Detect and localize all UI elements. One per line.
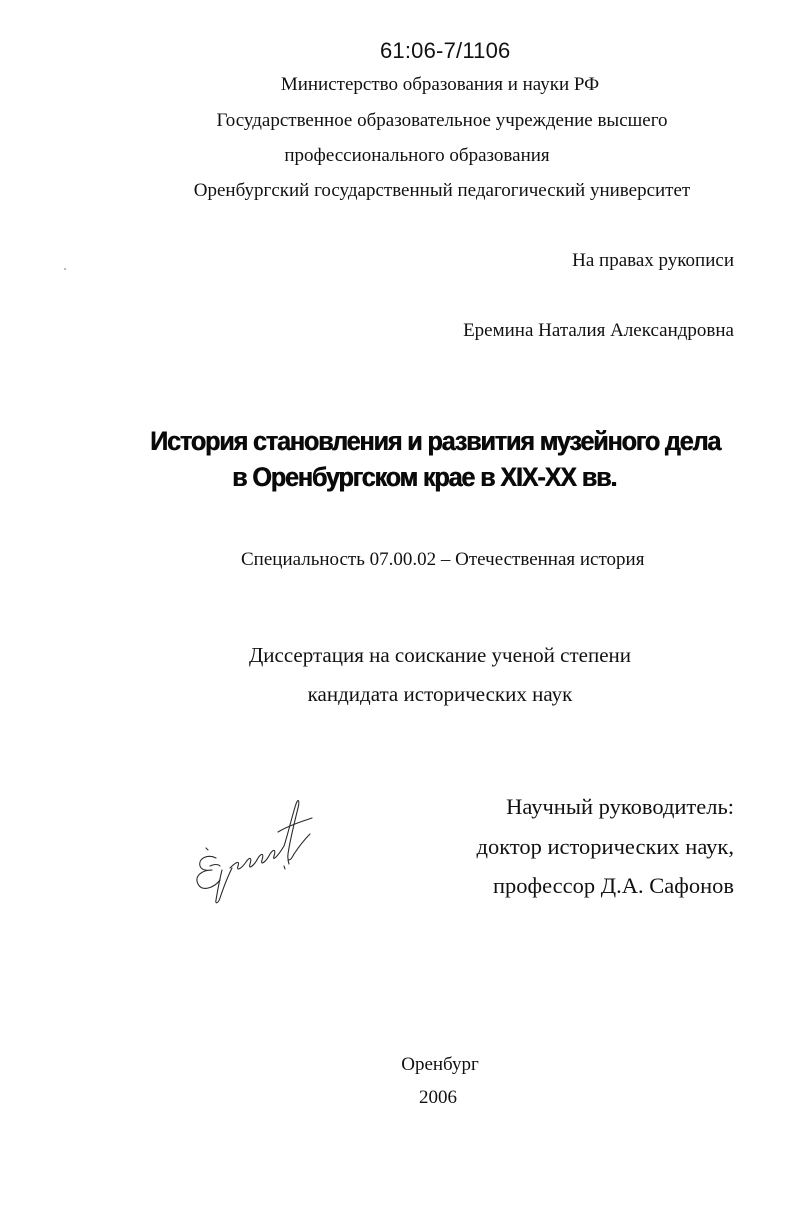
dissertation-title-line-1: История становления и развития музейного дела [150,426,721,456]
dissertation-title-line-2: в Оренбургском крае в XIX-XX вв. [232,462,617,492]
university-line: Оренбургский государственный педагогический университет [193,180,691,201]
degree-line-1: Диссертация на соискание ученой степени [248,643,632,667]
handwritten-signature-icon [188,796,323,908]
supervisor-label: Научный руководитель: [506,794,734,819]
institution-line-2: профессионального образования [284,145,550,166]
degree-line-2: кандидата исторических наук [307,682,573,706]
author-name: Еремина Наталия Александровна [463,320,734,341]
supervisor-name: профессор Д.А. Сафонов [493,873,734,898]
institution-line: Государственное образовательное учреждение высшего [216,110,668,131]
footer-city: Оренбург [401,1054,479,1075]
footer-year: 2006 [419,1087,457,1108]
specialty-line: Специальность 07.00.02 – Отечественная история [241,549,645,570]
supervisor-degree: доктор исторических наук, [476,834,734,859]
ministry-line: Министерство образования и науки РФ [280,74,600,95]
manuscript-rights: На правах рукописи [572,250,734,271]
scan-speck [64,268,66,270]
archive-code: 61:06-7/1106 [380,38,511,63]
